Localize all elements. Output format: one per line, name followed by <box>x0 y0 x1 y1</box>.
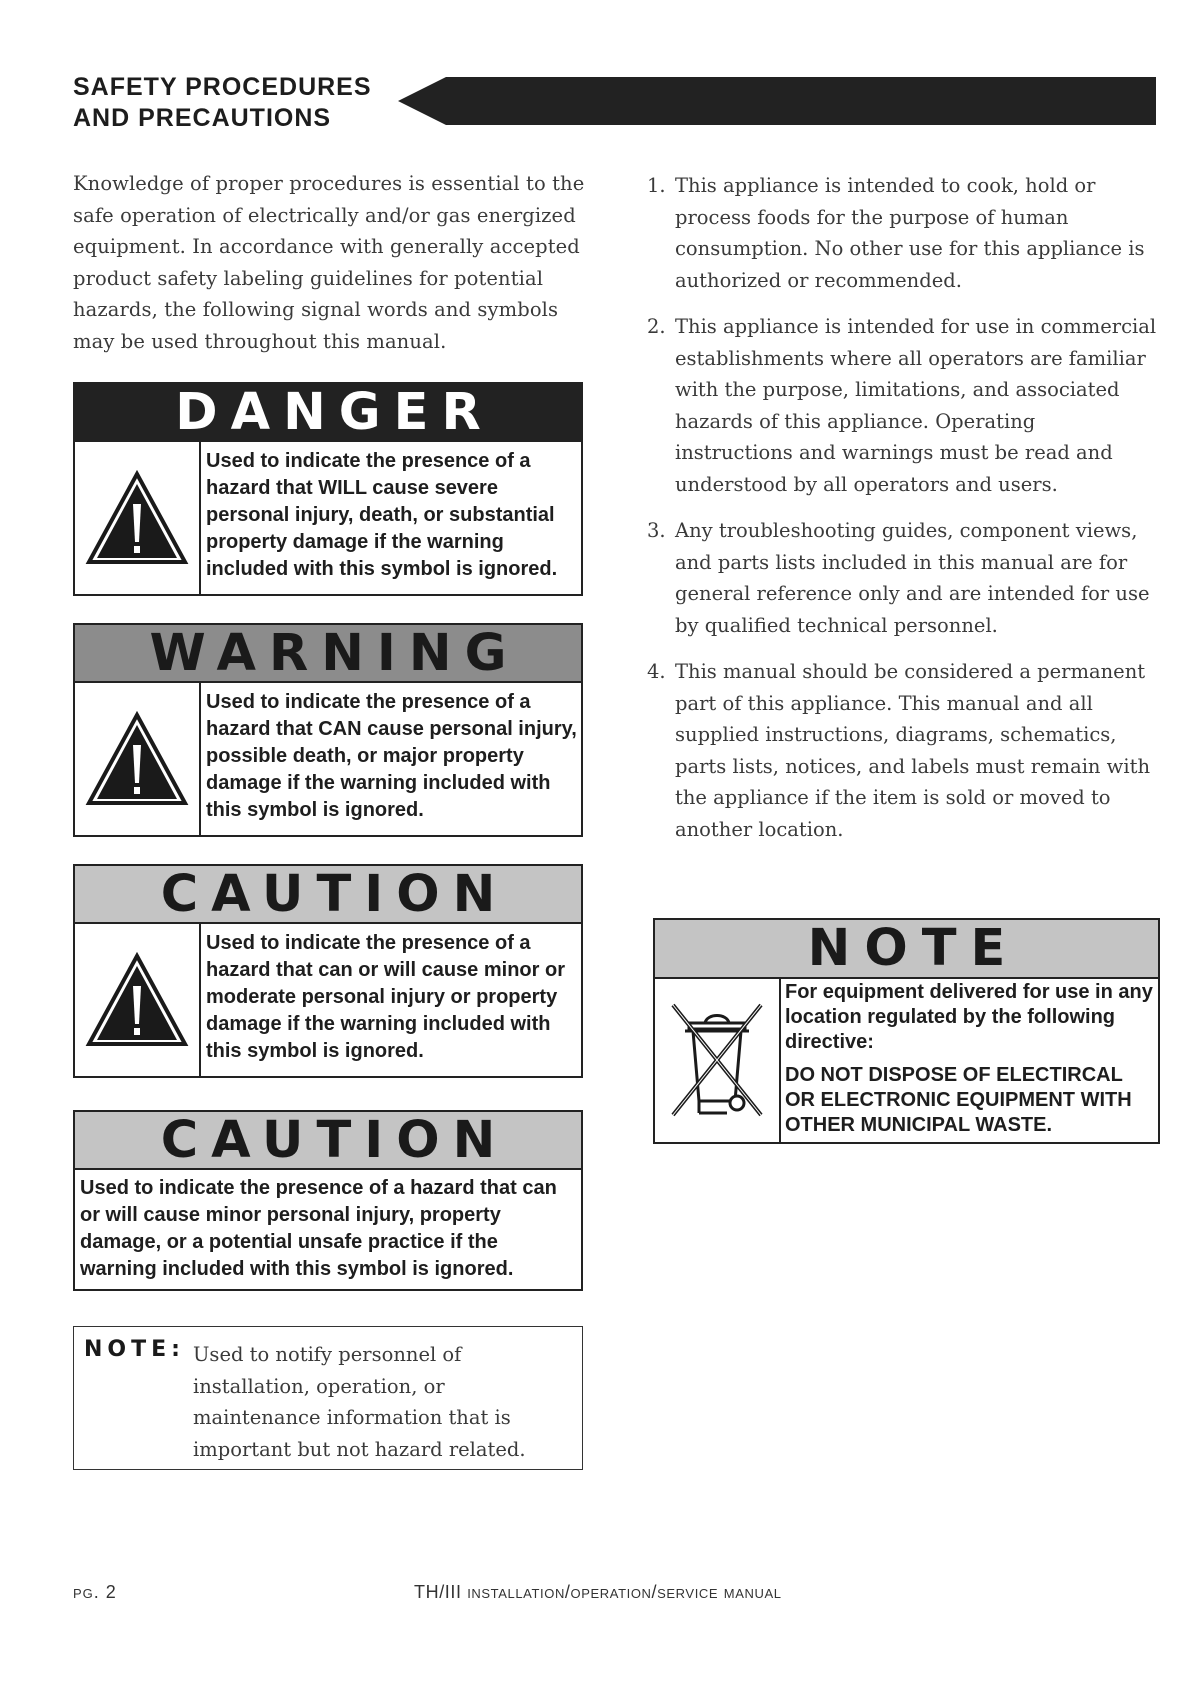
list-item-text: This appliance is intended for use in commercial establishments where all operators are familiar with the purpose, limitations, and associated hazards of this appliance. Operating instructions and warnings must be read and understood by all operators and users. <box>675 315 1157 496</box>
danger-header: DANGER <box>75 384 581 442</box>
list-item <box>647 170 1157 296</box>
intro-paragraph: Knowledge of proper procedures is essential to the safe operation of electrically and/or gas energized equipment. In accordance with generally accepted product safety labeling guidelines for potential hazards, the following signal words and symbols may be used throughout this manual. <box>73 172 585 353</box>
caution-plain-header: CAUTION <box>75 1112 581 1170</box>
page-title <box>73 72 413 134</box>
warning-triangle-icon <box>85 470 189 566</box>
list-item-number: 3. <box>647 519 666 542</box>
danger-description: Used to indicate the presence of a hazard that WILL cause severe personal injury, death, or substantial property damage if the warning included with this symbol is ignored. <box>206 450 558 580</box>
warning-header: WARNING <box>75 625 581 683</box>
page-title-line2: AND PRECAUTIONS <box>73 104 332 132</box>
crossed-out-bin-icon <box>665 991 769 1131</box>
list-item-text: This manual should be considered a permanent part of this appliance. This manual and all supplied instructions, diagrams, schematics, parts lists, notices, and labels must remain with the appliance if the item is sold or moved to another location. <box>675 660 1151 841</box>
note-label: NOTE: <box>84 1337 185 1362</box>
page-number: pg. 2 <box>73 1582 117 1602</box>
caution-symbol-header: CAUTION <box>75 866 581 924</box>
list-item-number: 2. <box>647 315 666 338</box>
danger-box <box>73 382 583 596</box>
note-definition-text: Used to notify personnel of installation, operation, or maintenance information that is important but not hazard related. <box>193 1343 526 1461</box>
weee-directive-text: For equipment delivered for use in any location regulated by the following directive: <box>785 981 1153 1053</box>
manual-title: TH/III installation/operation/service manual <box>414 1582 782 1602</box>
list-item <box>647 656 1157 845</box>
header-banner-bar <box>398 77 1156 125</box>
warning-triangle-icon <box>85 711 189 807</box>
list-item-text: Any troubleshooting guides, component views, and parts lists included in this manual are for general reference only and are intended for use by qualified technical personnel. <box>675 519 1150 637</box>
page-title-line1: SAFETY PROCEDURES <box>73 73 372 101</box>
caution-plain-box <box>73 1110 583 1291</box>
caution-plain-description: Used to indicate the presence of a hazard that can or will cause minor personal injury, property damage, or a potential unsafe practice if the warning included with this symbol is ignored. <box>80 1177 557 1280</box>
weee-note-box <box>653 918 1160 1144</box>
weee-note-header: NOTE <box>655 920 1158 979</box>
warning-box <box>73 623 583 837</box>
safety-rules-list <box>647 170 1157 860</box>
warning-description: Used to indicate the presence of a hazard that CAN cause personal injury, possible death, or major property damage if the warning included with this symbol is ignored. <box>206 691 577 821</box>
list-item <box>647 515 1157 641</box>
note-definition-box <box>73 1326 583 1470</box>
list-item-number: 1. <box>647 174 666 197</box>
list-item <box>647 311 1157 500</box>
warning-triangle-icon <box>85 952 189 1048</box>
caution-symbol-description: Used to indicate the presence of a hazard that can or will cause minor or moderate personal injury or property damage if the warning included with this symbol is ignored. <box>206 932 565 1062</box>
caution-symbol-box <box>73 864 583 1078</box>
list-item-number: 4. <box>647 660 666 683</box>
list-item-text: This appliance is intended to cook, hold or process foods for the purpose of human consumption. No other use for this appliance is authorized or recommended. <box>675 174 1145 292</box>
weee-disposal-text: DO NOT DISPOSE OF ELECTIRCAL OR ELECTRONIC EQUIPMENT WITH OTHER MUNICIPAL WASTE. <box>785 1064 1132 1136</box>
